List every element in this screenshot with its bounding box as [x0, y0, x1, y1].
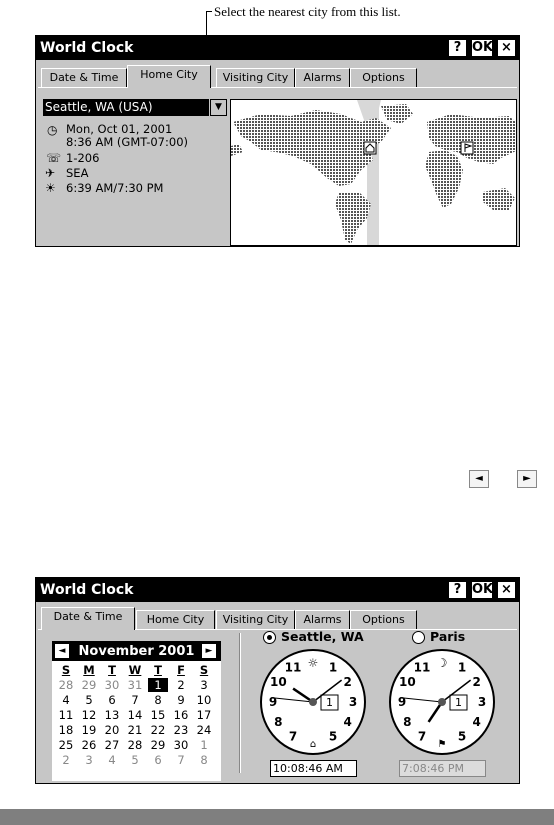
weekday-header: W: [128, 663, 142, 677]
calendar-day[interactable]: 6: [108, 693, 116, 707]
calendar-day[interactable]: 23: [173, 723, 189, 737]
world-clock-window-date-time: [35, 577, 520, 784]
weekday-header: S: [61, 663, 71, 677]
calendar-day[interactable]: 29: [81, 678, 97, 692]
clock-center: [438, 698, 446, 706]
calendar-day[interactable]: 31: [127, 678, 143, 692]
clock-date-day: 1: [326, 696, 333, 709]
calendar-day[interactable]: 7: [131, 693, 139, 707]
calendar-month: November 2001: [78, 644, 195, 659]
calendar-day[interactable]: 5: [85, 693, 93, 707]
moon-icon: ☽: [436, 656, 448, 670]
clock-number: 8: [274, 715, 283, 729]
calendar-day[interactable]: 20: [104, 723, 120, 737]
clock-number: 10: [270, 675, 287, 689]
calendar-day[interactable]: 2: [62, 753, 70, 767]
ok-button[interactable]: OK: [472, 40, 494, 55]
calendar-day[interactable]: 9: [177, 693, 185, 707]
airport-code-text: SEA: [66, 166, 89, 180]
sunrise-icon: ☀: [45, 181, 56, 195]
clock-number: 10: [399, 675, 416, 689]
calendar-day[interactable]: 8: [200, 753, 208, 767]
calendar-day[interactable]: 17: [196, 708, 212, 722]
clock-number: 2: [343, 675, 352, 689]
visiting-clock-face: [386, 646, 498, 758]
clock-number: 5: [457, 729, 467, 744]
calendar-day[interactable]: 28: [127, 738, 143, 752]
clock-number: 3: [348, 695, 358, 709]
tab-alarms[interactable]: Alarms: [295, 68, 350, 87]
calendar-day[interactable]: 11: [58, 708, 74, 722]
calendar-day[interactable]: 3: [85, 753, 93, 767]
clock-number: 3: [477, 695, 487, 709]
tab-date-time[interactable]: Date & Time: [41, 607, 135, 630]
chevron-down-icon[interactable]: ▼: [210, 99, 227, 116]
tab-visiting-city[interactable]: Visiting City: [216, 68, 295, 87]
tab-home-city[interactable]: Home City: [136, 610, 215, 629]
clock-number: 4: [472, 715, 481, 729]
calendar-day[interactable]: 19: [81, 723, 97, 737]
calendar-day[interactable]: 5: [131, 753, 139, 767]
world-map-graphic: [231, 100, 517, 246]
ok-button[interactable]: OK: [472, 582, 494, 597]
calendar-day[interactable]: 30: [104, 678, 120, 692]
date-text: Mon, Oct 01, 2001: [66, 122, 173, 136]
calendar-day[interactable]: 13: [104, 708, 120, 722]
phone-icon: ☏: [46, 151, 62, 165]
home-city-radio[interactable]: [263, 631, 276, 644]
window-title: World Clock: [40, 582, 134, 598]
sun-icon: ☼: [307, 656, 319, 670]
calendar-day[interactable]: 4: [108, 753, 116, 767]
calendar-day[interactable]: 4: [62, 693, 70, 707]
prev-month-button[interactable]: ◄: [55, 644, 69, 658]
clock-number: 7: [417, 729, 427, 744]
calendar-day[interactable]: 26: [81, 738, 97, 752]
calendar-day[interactable]: 3: [200, 678, 208, 692]
sun-times-text: 6:39 AM/7:30 PM: [66, 181, 164, 195]
calendar-day[interactable]: 8: [154, 693, 162, 707]
time-text: 8:36 AM (GMT-07:00): [66, 135, 188, 149]
world-map[interactable]: [230, 99, 517, 246]
help-button[interactable]: ?: [448, 581, 467, 599]
tab-visiting-city[interactable]: Visiting City: [216, 610, 295, 629]
clock-number: 1: [328, 660, 338, 675]
page-footer-bar: [0, 809, 554, 825]
next-month-button[interactable]: ►: [202, 644, 216, 658]
calendar-day[interactable]: 16: [173, 708, 189, 722]
clock-number: 7: [288, 729, 298, 744]
calendar-day[interactable]: 25: [58, 738, 74, 752]
divider: [239, 633, 241, 773]
title-bar: [36, 578, 519, 602]
clock-number: 11: [284, 660, 302, 675]
calendar-day[interactable]: 2: [177, 678, 185, 692]
clock-number: 5: [328, 729, 338, 744]
tab-bar: [38, 607, 517, 629]
calendar-day[interactable]: 28: [58, 678, 74, 692]
calendar-day[interactable]: 1: [200, 738, 208, 752]
calendar-day[interactable]: 18: [58, 723, 74, 737]
calendar-day[interactable]: 6: [154, 753, 162, 767]
next-arrow-button[interactable]: ►: [517, 470, 537, 488]
calendar-day[interactable]: 29: [150, 738, 166, 752]
calendar-day[interactable]: 1: [148, 678, 168, 692]
calendar-day[interactable]: 30: [173, 738, 189, 752]
calendar-day[interactable]: 10: [196, 693, 212, 707]
calendar[interactable]: [52, 641, 221, 781]
weekday-header: S: [199, 663, 209, 677]
clock-number: 1: [457, 660, 467, 675]
clock-icon: ◷: [47, 123, 58, 137]
weekday-header: M: [83, 663, 95, 677]
weekday-header: F: [177, 663, 185, 677]
title-bar: [36, 36, 519, 60]
tab-alarms[interactable]: Alarms: [295, 610, 350, 629]
calendar-day[interactable]: 7: [177, 753, 185, 767]
city-select[interactable]: Seattle, WA (USA): [43, 99, 209, 116]
home-clock-face: [257, 646, 369, 758]
close-button[interactable]: ×: [497, 581, 516, 599]
tab-bar: [38, 65, 517, 87]
flag-icon: ⚑: [437, 739, 447, 750]
window-title: World Clock: [40, 40, 134, 56]
home-city-label: Seattle, WA: [281, 629, 364, 644]
home-icon: ⌂: [309, 739, 317, 750]
calendar-day[interactable]: 14: [127, 708, 143, 722]
weekday-header: T: [154, 663, 162, 677]
clock-number: 9: [397, 695, 407, 709]
close-button[interactable]: ×: [497, 39, 516, 57]
previous-arrow-button[interactable]: ◄: [469, 470, 489, 488]
visiting-city-radio[interactable]: [412, 631, 425, 644]
clock-date-day: 1: [455, 696, 462, 709]
visiting-city-label: Paris: [430, 629, 466, 644]
calendar-day[interactable]: 21: [127, 723, 143, 737]
help-button[interactable]: ?: [448, 39, 467, 57]
home-time-field[interactable]: 10:08:46 AM: [270, 760, 357, 777]
tab-home-city[interactable]: Home City: [127, 65, 211, 88]
clock-number: 9: [268, 695, 278, 709]
calendar-day[interactable]: 22: [150, 723, 166, 737]
clock-number: 4: [343, 715, 352, 729]
calendar-header: [52, 641, 221, 661]
calendar-day[interactable]: 12: [81, 708, 97, 722]
airplane-icon: ✈: [45, 166, 56, 180]
calendar-day[interactable]: 15: [150, 708, 166, 722]
clock-number: 8: [403, 715, 412, 729]
tab-date-time[interactable]: Date & Time: [41, 68, 127, 87]
clock-number: 11: [413, 660, 431, 675]
world-clock-window-home-city: [35, 35, 520, 247]
clock-center: [309, 698, 317, 706]
tab-options[interactable]: Options: [350, 610, 417, 629]
callout-text: Select the nearest city from this list.: [214, 4, 401, 19]
weekday-header: T: [108, 663, 116, 677]
calendar-day[interactable]: 27: [104, 738, 120, 752]
calendar-day[interactable]: 24: [196, 723, 212, 737]
visiting-time-field: 7:08:46 PM: [399, 760, 486, 777]
area-code-text: 1-206: [66, 151, 100, 165]
clock-number: 2: [472, 675, 481, 689]
tab-options[interactable]: Options: [350, 68, 417, 87]
